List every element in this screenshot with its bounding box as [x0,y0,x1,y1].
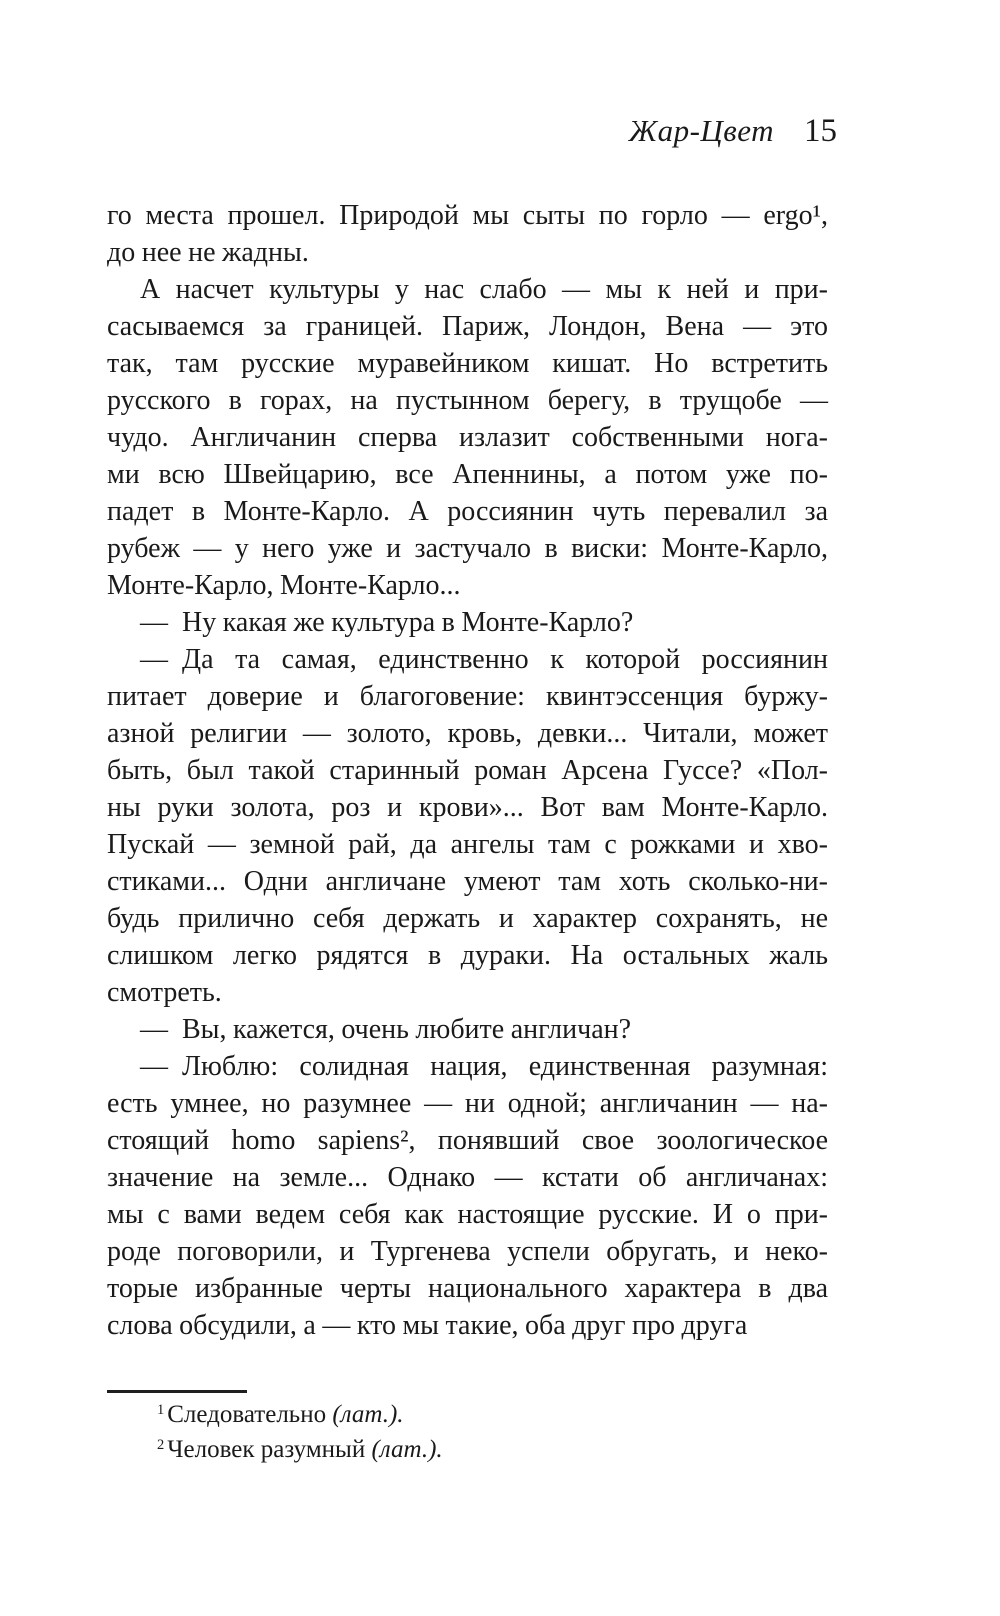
footnote-separator [107,1390,247,1393]
text-line: есть умнее, но разумнее — ни одной; англичанин — на- [107,1088,828,1119]
text-line: — Ну какая же культура в Монте-Карло? [140,607,634,638]
footnote [107,1399,828,1434]
text-line: Пускай — земной рай, да ангелы там с рожками и хво- [107,829,828,860]
text-line: торые избранные черты национального характера в два [107,1273,828,1304]
text-line: значение на земле... Однако — кстати об англичанах: [107,1162,828,1193]
text-line: — Люблю: солидная нация, единственная разумная: [140,1051,828,1082]
text-line: сасываемся за границей. Париж, Лондон, Вена — это [107,311,828,342]
page-number: 15 [804,113,837,149]
footnote-marker: 2 [157,1437,165,1454]
text-line: ны руки золота, роз и крови»... Вот вам Монте-Карло. [107,792,828,823]
text-line: рубеж — у него уже и застучало в виски: Монте-Карло, [107,533,828,564]
text-line: — Вы, кажется, очень любите англичан? [140,1014,632,1045]
footnote [107,1434,828,1469]
text-line: Монте-Карло, Монте-Карло... [107,570,461,601]
text-line: роде поговорили, и Тургенева успели обругать, и неко- [107,1236,828,1267]
footnote-text: Следовательно [167,1401,333,1428]
text-line: слова обсудили, а — кто мы такие, оба друг про друга [107,1310,748,1341]
text-line: так, там русские муравейником кишат. Но встретить [107,348,828,379]
text-line: будь прилично себя держать и характер сохранять, не [107,903,828,934]
text-line: быть, был такой старинный роман Арсена Гуссе? «Пол- [107,755,828,786]
text-line: падет в Монте-Карло. А россиянин чуть перевалил за [107,496,828,527]
footnote-marker: 1 [157,1402,165,1419]
book-title: Жар-Цвет [628,113,774,148]
text-line: азной религии — золото, кровь, девки... Читали, может [107,718,828,749]
running-header [629,113,837,150]
text-line: питает доверие и благоговение: квинтэссенция буржу- [107,681,828,712]
page-body [107,197,828,1344]
text-line: А насчет культуры у нас слабо — мы к ней и при- [140,274,828,305]
text-line: — Да та самая, единственно к которой россиянин [140,644,828,675]
text-line: до нее не жадны. [107,237,309,268]
text-line: чудо. Англичанин сперва излазит собственными нога- [107,422,828,453]
text-line: русского в горах, на пустынном берегу, в трущобе — [107,385,828,416]
footnotes [107,1399,828,1469]
text-line: стиками... Одни англичане умеют там хоть сколько-ни- [107,866,828,897]
text-line: ми всю Швейцарию, все Апеннины, а потом уже по- [107,459,828,490]
footnote-lang: (лат.). [371,1436,443,1463]
text-line: слишком легко рядятся в дураки. На остальных жаль [107,940,828,971]
text-line: мы с вами ведем себя как настоящие русские. И о при- [107,1199,828,1230]
text-line: смотреть. [107,977,222,1008]
text-line: го места прошел. Природой мы сыты по горло — ergo¹, [107,200,828,231]
text-line: стоящий homo sapiens², понявший свое зоологическое [107,1125,828,1156]
footnote-lang: (лат.). [332,1401,404,1428]
footnote-text: Человек разумный [167,1436,372,1463]
